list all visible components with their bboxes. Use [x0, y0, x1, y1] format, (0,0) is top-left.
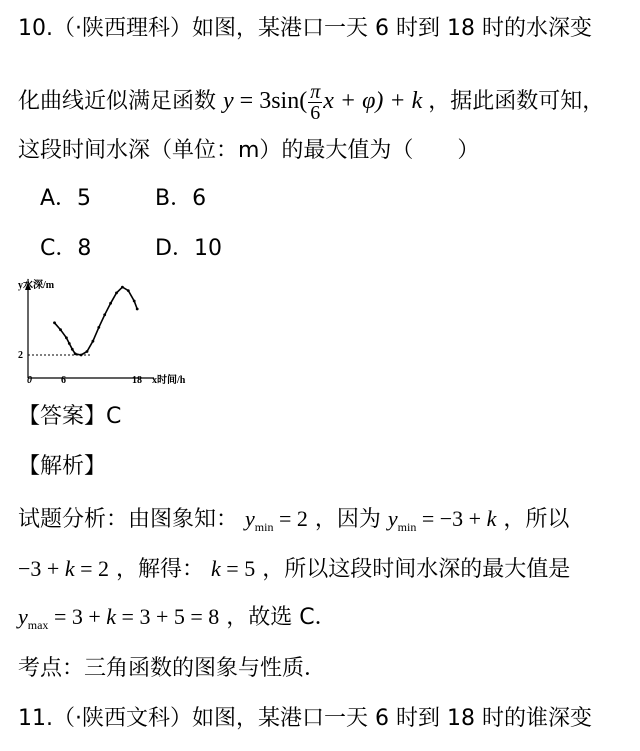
- option-c: C．8: [40, 236, 92, 261]
- eq-b: = 2: [74, 556, 110, 581]
- curve-point-15: [133, 300, 136, 303]
- analysis-line-2: [18, 554, 570, 585]
- ymin2-rest: = −3 +: [416, 506, 487, 531]
- line-2-prefix: 化曲线近似满足函数: [18, 89, 217, 115]
- question-10-line-3: 这段时间水深（单位：m）的最大值为（ ）: [18, 138, 480, 163]
- ymax-y: y: [18, 604, 28, 629]
- k-equals-5: [211, 556, 255, 581]
- analysis-l2-mid: ，解得：: [116, 557, 205, 582]
- eq-k: k: [64, 556, 75, 581]
- fraction-numerator: π: [310, 81, 321, 103]
- analysis-l1-suffix: ，所以: [503, 507, 570, 532]
- analysis-heading: 【解析】: [18, 454, 107, 479]
- question-10-line-2: [18, 82, 604, 123]
- ymax-a: = 3 +: [48, 604, 107, 629]
- fraction-denominator: 6: [310, 102, 321, 124]
- formula-k: k: [411, 88, 423, 115]
- ymin2-y: y: [387, 506, 398, 531]
- x-axis-label: x时间/h: [152, 375, 186, 386]
- curve-point-12: [115, 292, 118, 295]
- answer-line: 【答案】C: [18, 404, 122, 429]
- ymin-sub: min: [254, 520, 274, 534]
- curve-point-4: [71, 348, 74, 351]
- ymin2-k: k: [486, 506, 497, 531]
- ymin-rest: = 2: [273, 506, 308, 531]
- question-11-line-1: 11.（·陕西文科）如图，某港口一天 6 时到 18 时的谁深变: [18, 706, 592, 731]
- formula-lhs: y: [223, 88, 234, 115]
- water-depth-graph: [14, 272, 204, 390]
- function-formula: [223, 81, 428, 124]
- analysis-l3-suffix: ，故选 C．: [226, 605, 337, 630]
- origin-label: 0: [27, 375, 32, 386]
- k5-k: k: [211, 556, 221, 581]
- question-10-line-1: 10.（·陕西理科）如图，某港口一天 6 时到 18 时的水深变: [18, 16, 592, 41]
- curve-point-6: [80, 354, 83, 357]
- formula-eq: = 3sin(: [233, 88, 308, 115]
- y-axis-label: y水深/m: [18, 280, 55, 291]
- line-2-suffix: ，据此函数可知，: [428, 89, 605, 115]
- ymax-k: k: [106, 604, 117, 629]
- ymin-y: y: [245, 506, 255, 531]
- ymin-equals-k: [387, 506, 497, 534]
- curve-point-10: [103, 313, 106, 316]
- k5-rest: = 5: [220, 556, 256, 581]
- curve-point-1: [59, 328, 62, 331]
- kaodian-line: 考点：三角函数的图象与性质．: [18, 656, 327, 681]
- curve-point-11: [109, 302, 112, 305]
- analysis-line-3: [18, 602, 337, 640]
- option-a: A．5: [40, 186, 92, 211]
- option-b: B．6: [155, 186, 207, 211]
- curve-point-2: [65, 336, 68, 339]
- ymin-equals-2: [245, 506, 308, 534]
- x-tick-18: 18: [132, 375, 142, 386]
- x-tick-6: 6: [61, 375, 66, 386]
- ymax-sub: max: [27, 618, 49, 632]
- analysis-l2-suffix: ，所以这段时间水深的最大值是: [262, 557, 571, 582]
- analysis-line-1: [18, 504, 569, 542]
- curve-point-7: [86, 350, 89, 353]
- eq-a: −3 +: [18, 556, 65, 581]
- formula-after-fraction: x + φ) +: [323, 88, 412, 115]
- curve-points: [53, 286, 139, 357]
- analysis-l1-prefix: 试题分析：由图象知：: [18, 507, 239, 532]
- curve-point-13: [121, 286, 124, 289]
- curve-point-5: [74, 352, 77, 355]
- ymin2-sub: min: [397, 520, 417, 534]
- curve-point-9: [97, 326, 100, 329]
- depth-curve: [55, 287, 138, 355]
- curve-point-8: [92, 340, 95, 343]
- curve-point-16: [136, 308, 139, 311]
- curve-point-14: [127, 289, 130, 292]
- formula-fraction: [308, 82, 322, 123]
- analysis-l1-mid: ，因为: [314, 507, 381, 532]
- curve-point-0: [53, 321, 56, 324]
- option-d: D．10: [155, 236, 222, 261]
- y-tick-2: 2: [18, 350, 23, 361]
- curve-point-3: [68, 342, 71, 345]
- ymax-b: = 3 + 5 = 8: [116, 604, 220, 629]
- equation-k: [18, 556, 109, 581]
- ymax-equation: [18, 604, 220, 632]
